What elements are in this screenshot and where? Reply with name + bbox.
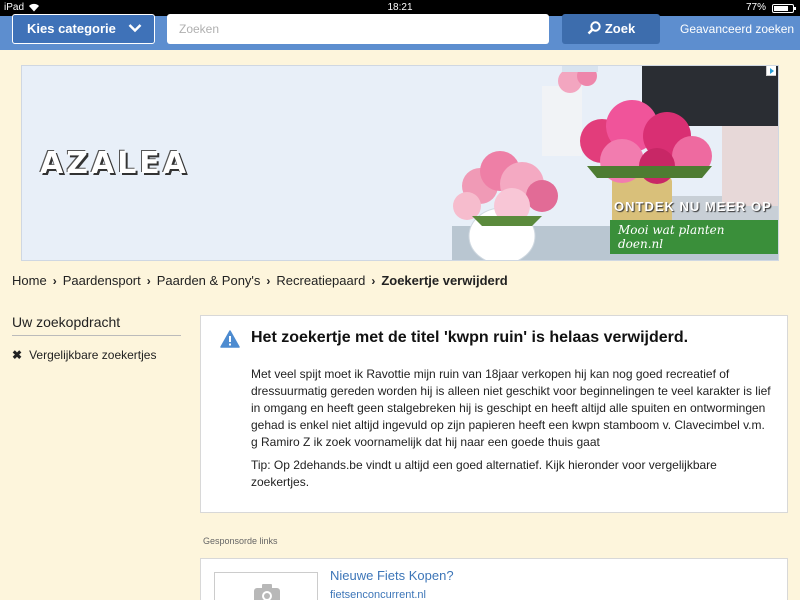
chevron-right-icon: ›	[146, 274, 151, 288]
sponsored-link-url[interactable]: fietsenconcurrent.nl	[330, 589, 426, 600]
camera-icon	[253, 583, 281, 600]
sponsored-thumbnail[interactable]	[214, 572, 318, 600]
category-select[interactable]	[12, 14, 155, 44]
clock: 18:21	[387, 2, 413, 13]
sidebar-divider	[12, 335, 181, 336]
ad-banner[interactable]	[21, 65, 779, 261]
chevron-right-icon: ›	[266, 274, 271, 288]
notice-title: Het zoekertje met de titel 'kwpn ruin' is helaas verwijderd.	[251, 329, 689, 346]
site-header	[0, 16, 800, 50]
device-name: iPad	[4, 2, 25, 13]
search-button[interactable]	[562, 14, 660, 44]
breadcrumb	[12, 273, 508, 288]
sponsored-label: Gesponsorde links	[203, 536, 278, 546]
removed-ad-notice	[200, 315, 788, 513]
search-icon	[587, 21, 601, 35]
chevron-right-icon: ›	[371, 274, 376, 288]
warning-icon	[220, 330, 240, 353]
breadcrumb-paarden-ponys[interactable]: Paarden & Pony's	[156, 273, 261, 288]
search-button-label: Zoek	[604, 21, 636, 36]
ad-cta-text: ONTDEK NU MEER OP	[614, 199, 772, 214]
sponsored-link-title[interactable]: Nieuwe Fiets Kopen?	[330, 568, 454, 583]
sidebar-title: Uw zoekopdracht	[12, 314, 121, 330]
sidebar-item-similar-ads[interactable]	[12, 348, 156, 362]
ad-brand-logo: AZALEA	[40, 146, 190, 181]
category-select-label: Kies categorie	[27, 21, 116, 36]
adchoices-icon[interactable]	[766, 66, 776, 76]
close-icon: ✖	[12, 348, 23, 362]
search-input[interactable]	[167, 14, 549, 44]
ad-tagline: Mooi wat planten doen.nl	[610, 220, 778, 254]
battery-icon	[772, 4, 794, 13]
sidebar-item-label: Vergelijkbare zoekertjes	[29, 348, 157, 362]
breadcrumb-paardensport[interactable]: Paardensport	[62, 273, 141, 288]
notice-description: Met veel spijt moet ik Ravottie mijn ruin van 18jaar verkopen hij kan nog goed recreatief of dressuurmatig gereden worden hij is alleen niet geschikt voor beginnelingen te veel karakter is lief in omgang en heeft geen stalgebreken hij is geschipt en heeft altijd alle spuiten en ontwormingen gehad is enkel niet altijd ingevuld op zijn papieren heeft een kwpn stamboom v. Clavecimbel v.m. g Ramiro Z ik zoek voornamelijk dat hij naar een goede thuis gaat	[251, 367, 771, 449]
breadcrumb-current: Zoekertje verwijderd	[381, 273, 508, 288]
breadcrumb-recreatiepaard[interactable]: Recreatiepaard	[276, 273, 366, 288]
advanced-search-link[interactable]: Geavanceerd zoeken	[680, 22, 795, 36]
notice-tip: Tip: Op 2dehands.be vindt u altijd een goed alternatief. Kijk hieronder voor vergelijkbare zoekertjes.	[251, 458, 717, 489]
breadcrumb-home[interactable]: Home	[12, 273, 47, 288]
chevron-down-icon	[128, 21, 142, 36]
battery-percentage: 77%	[745, 2, 766, 13]
sponsored-link-card[interactable]	[200, 558, 788, 600]
chevron-right-icon: ›	[52, 274, 57, 288]
